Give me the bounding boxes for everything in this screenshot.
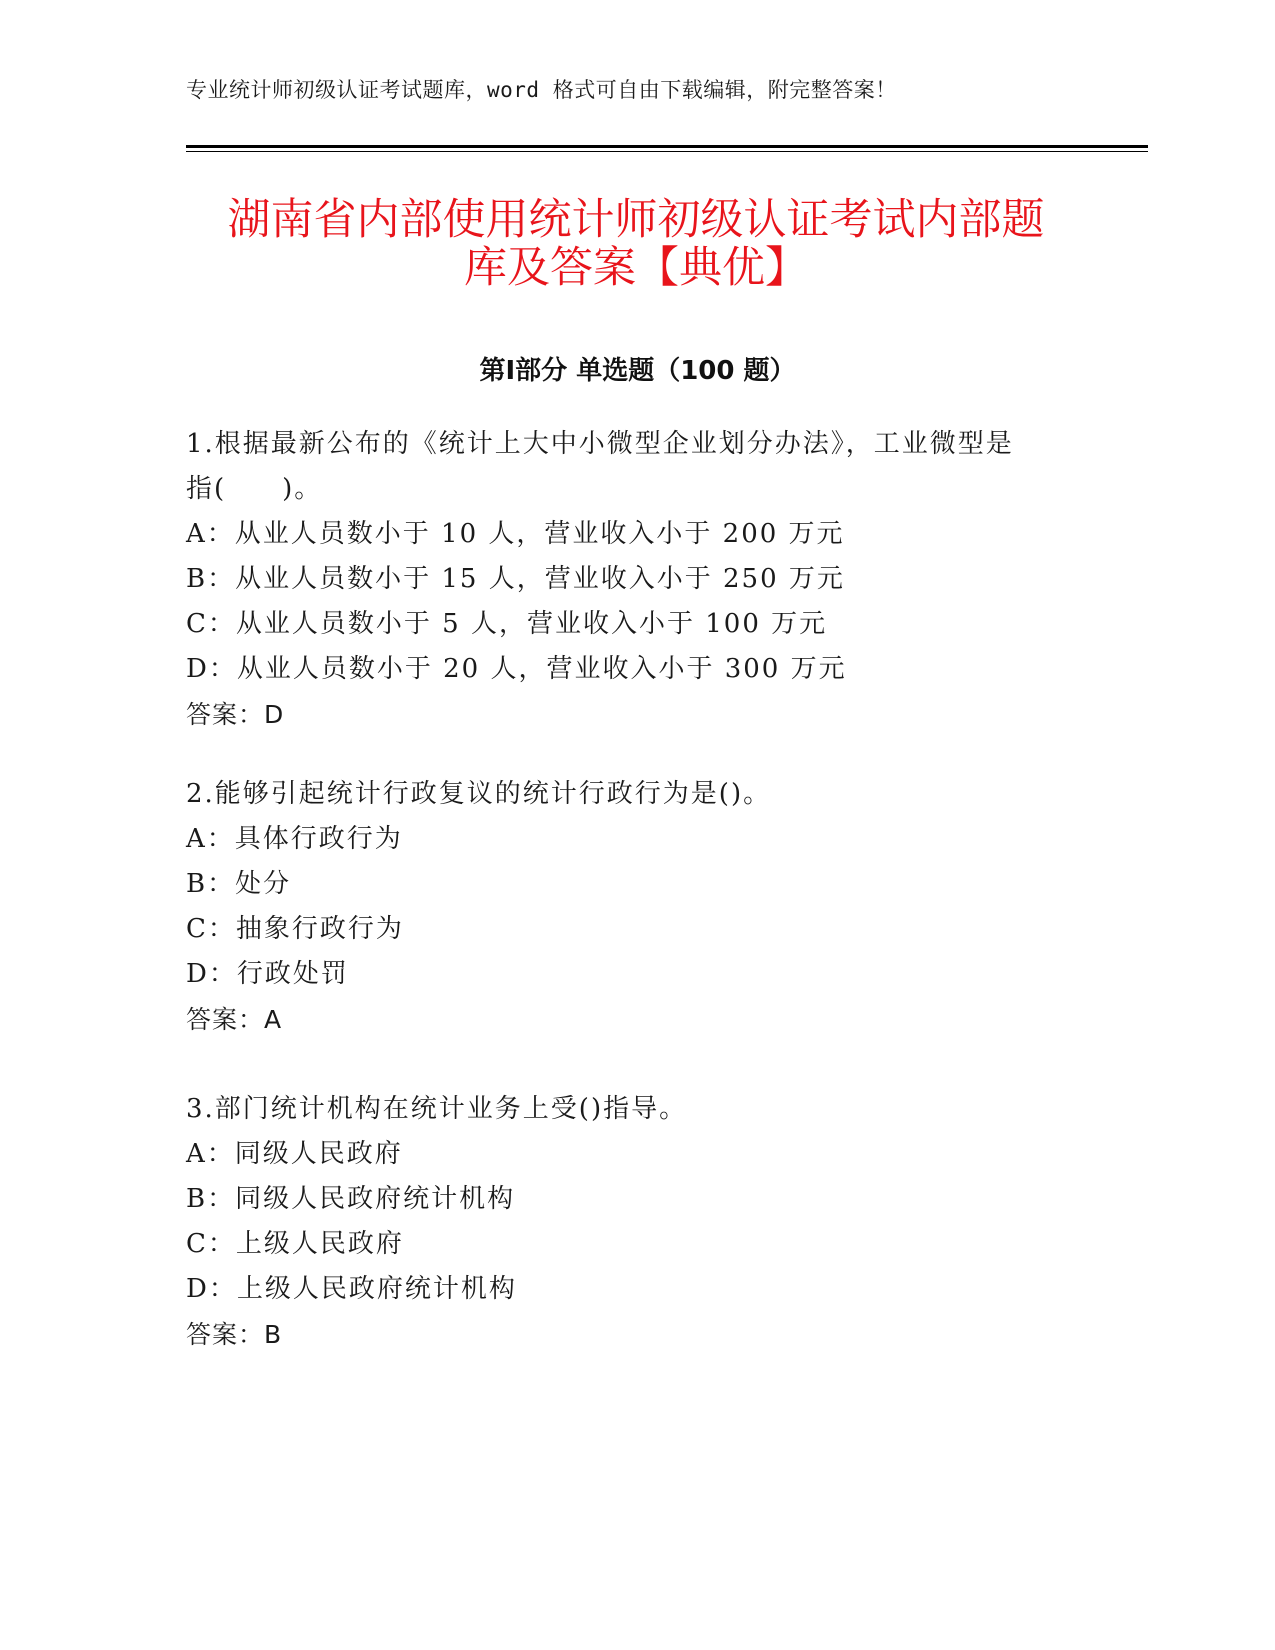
question-3 <box>186 1087 1066 1357</box>
document-title <box>186 196 1086 292</box>
question-3-option-b: B：同级人民政府统计机构 <box>186 1184 516 1214</box>
question-1-stem-line1: 1.根据最新公布的《统计上大中小微型企业划分办法》，工业微型是 <box>186 429 1014 459</box>
question-3-answer: 答案：B <box>186 1320 283 1349</box>
question-1-option-a: A：从业人员数小于 10 人，营业收入小于 200 万元 <box>186 519 845 549</box>
header-rule-thick <box>186 145 1148 148</box>
question-3-option-d: D：上级人民政府统计机构 <box>186 1274 517 1304</box>
question-3-stem: 3.部门统计机构在统计业务上受()指导。 <box>186 1094 688 1124</box>
question-2-option-b: B：处分 <box>186 869 292 899</box>
question-1-option-d: D：从业人员数小于 20 人，营业收入小于 300 万元 <box>186 654 847 684</box>
section-title: 第Ⅰ部分 单选题（100 题） <box>479 356 796 386</box>
question-3-option-c: C：上级人民政府 <box>186 1229 404 1259</box>
question-2 <box>186 772 1066 1042</box>
question-1-answer: 答案：D <box>186 700 285 729</box>
document-title-line1: 湖南省内部使用统计师初级认证考试内部题 <box>227 195 1045 245</box>
question-1-option-c: C：从业人员数小于 5 人，营业收入小于 100 万元 <box>186 609 828 639</box>
question-2-answer: 答案：A <box>186 1005 283 1034</box>
header-rule-thin <box>186 151 1148 152</box>
question-2-option-c: C：抽象行政行为 <box>186 914 404 944</box>
question-1-option-b: B：从业人员数小于 15 人，营业收入小于 250 万元 <box>186 564 845 594</box>
question-2-stem: 2.能够引起统计行政复议的统计行政行为是()。 <box>186 779 772 809</box>
header-note: 专业统计师初级认证考试题库，word 格式可自由下载编辑，附完整答案！ <box>186 78 897 102</box>
document-title-line2: 库及答案【典优】 <box>464 243 808 293</box>
question-2-option-d: D：行政处罚 <box>186 959 349 989</box>
question-1-stem-line2: 指( )。 <box>186 474 323 504</box>
question-2-option-a: A：具体行政行为 <box>186 824 403 854</box>
question-3-option-a: A：同级人民政府 <box>186 1139 403 1169</box>
question-1 <box>186 422 1066 737</box>
